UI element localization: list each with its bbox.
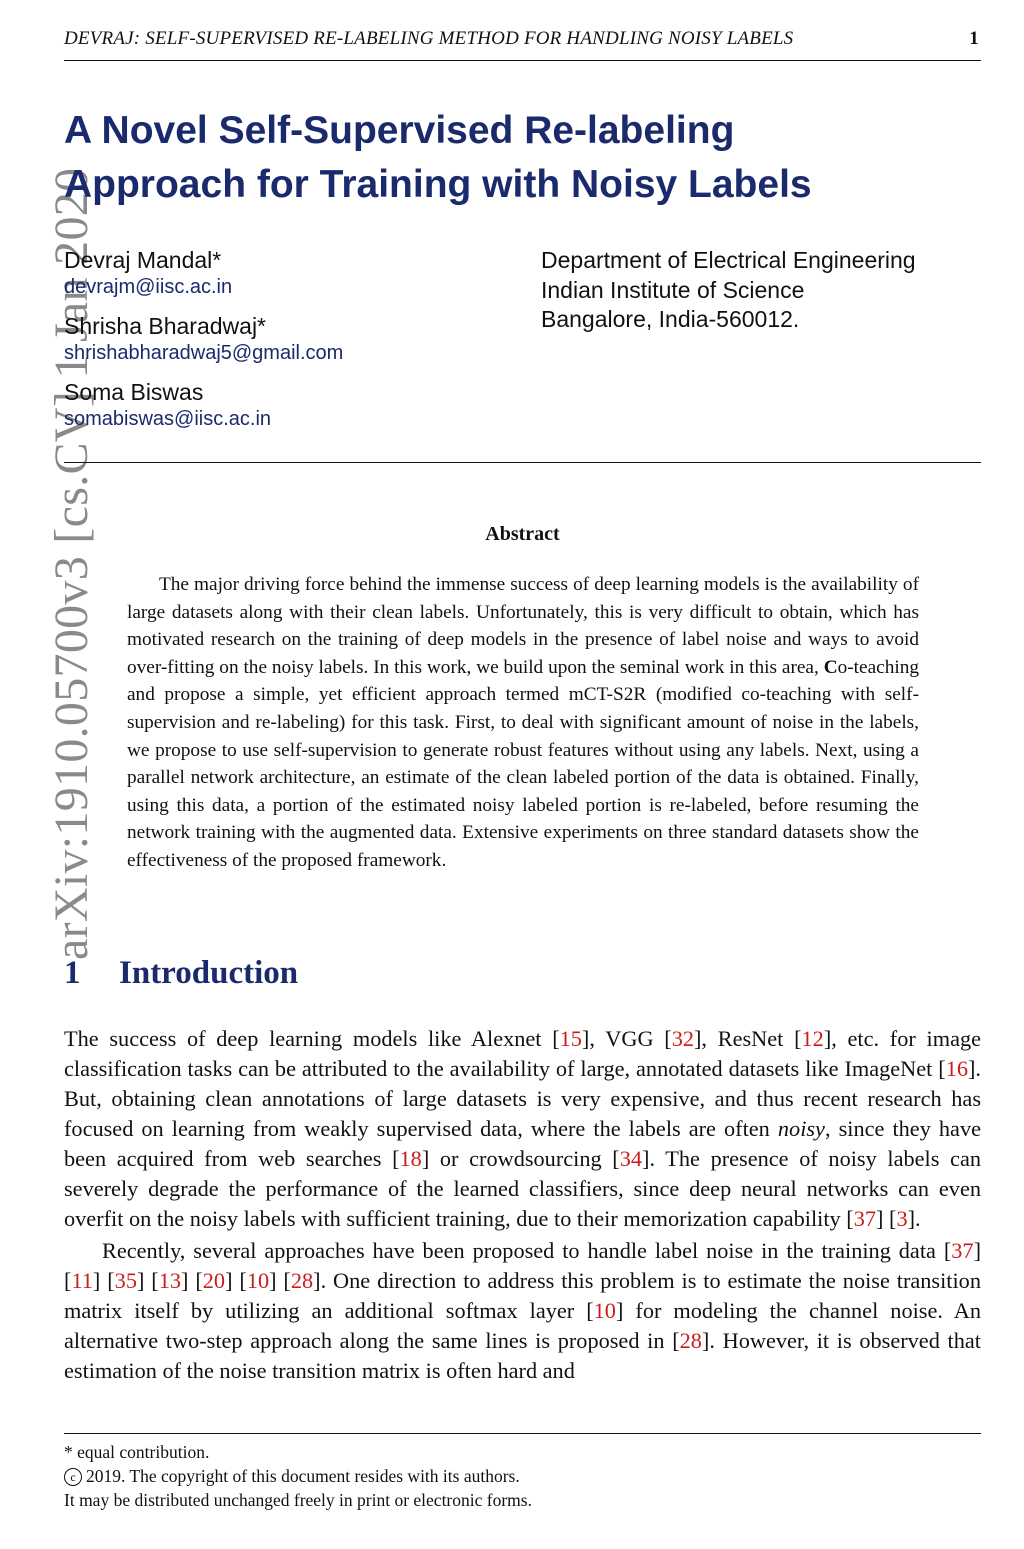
abstract-text: o-teaching and propose a simple, yet efficient approach termed mCT-S2R (modified co-teaching with self-supervision and re-labeling) for this task. First, to deal with significant amount of noise in the labels, we propose to use self-supervision to generate robust features without using any labels. Next, using a parallel network architecture, an estimate of the clean labeled portion of the data is obtained. Finally, using this data, a portion of the estimated noisy labeled portion is re-labeled, before resuming the network training with the augmented data. Extensive experiments on three standard datasets show the effectiveness of the proposed framework. bbox=[127, 656, 919, 871]
citation-link[interactable]: 15 bbox=[559, 1026, 582, 1051]
footnote-copyright: c 2019. The copyright of this document resides with its authors. bbox=[64, 1464, 981, 1488]
citation-link[interactable]: 10 bbox=[246, 1268, 270, 1293]
citation-link[interactable]: 18 bbox=[399, 1146, 422, 1171]
citation-link[interactable]: 11 bbox=[71, 1268, 93, 1293]
abstract-text: The major driving force behind the immense success of deep learning models is the availability of large datasets along with their clean labels. Unfortunately, this is very difficult to obtain, which has motivated research on the training of deep models in the presence of label noise and ways to avoid over-fitting on the noisy labels. In this work, we build upon the seminal work in this area, bbox=[127, 574, 919, 678]
citation-link[interactable]: 35 bbox=[114, 1268, 137, 1293]
emphasis-noisy: noisy bbox=[777, 1116, 825, 1141]
citation-link[interactable]: 28 bbox=[679, 1328, 702, 1353]
intro-paragraph: Recently, several approaches have been proposed to handle label noise in the training data [37] [11] [35] [13] [20] [10] [28]. One direction to address this problem is to estimate the noise transition matrix itself by utilizing an additional softmax layer [10] for modeling the channel noise. An alternative two-step approach along the same lines is proposed in [28]. However, it is observed that estimation of the noise transition matrix is often hard and bbox=[64, 1238, 981, 1383]
affiliation-location: Bangalore, India-560012. bbox=[541, 306, 800, 332]
page-number: 1 bbox=[969, 28, 979, 49]
paper-title bbox=[64, 104, 964, 212]
affiliation bbox=[541, 246, 981, 335]
citation-link[interactable]: 28 bbox=[290, 1268, 314, 1293]
affiliation-department: Department of Electrical Engineering bbox=[541, 247, 916, 273]
abstract-bold-c: C bbox=[823, 656, 838, 678]
citation-link[interactable]: 16 bbox=[945, 1056, 968, 1081]
citation-link[interactable]: 37 bbox=[951, 1238, 974, 1263]
footnote-distribution: It may be distributed unchanged freely in print or electronic forms. bbox=[64, 1490, 532, 1510]
citation-link[interactable]: 34 bbox=[619, 1146, 643, 1171]
section-title: Introduction bbox=[119, 955, 299, 991]
citation-link[interactable]: 32 bbox=[671, 1026, 694, 1051]
author-email-link[interactable]: somabiswas@iisc.ac.in bbox=[64, 408, 272, 430]
intro-paragraph: The success of deep learning models like Alexnet [15], VGG [32], ResNet [12], etc. for image classification tasks can be attributed to the availability of large, annotated datasets like ImageNet [16]. But, obtaining clean annotations of large datasets is very expensive, and thus recent research has focused on learning from weakly supervised data, where the labels are often noisy, since they have been acquired from web searches [18] or crowdsourcing [34]. The presence of noisy labels can severely degrade the performance of the learned classifiers, since deep neural networks can even overfit on the noisy labels with sufficient training, due to their memorization capability [37] [3]. bbox=[64, 1026, 982, 1231]
copyright-icon: c bbox=[64, 1468, 82, 1486]
citation-link[interactable]: 20 bbox=[202, 1268, 226, 1293]
footnotes bbox=[64, 1433, 981, 1512]
citation-link[interactable]: 12 bbox=[801, 1026, 824, 1051]
author-email-link[interactable]: devrajm@iisc.ac.in bbox=[64, 276, 233, 298]
author-email-link[interactable]: shrishabharadwaj5@gmail.com bbox=[64, 342, 344, 364]
arxiv-stamp: arXiv:1910.05700v3 [cs.CV] 1 Jan 2020 bbox=[45, 167, 98, 960]
abstract-body bbox=[127, 571, 919, 875]
footnote-equal-contribution: * equal contribution. bbox=[64, 1442, 210, 1462]
section-heading bbox=[64, 955, 298, 992]
section-number: 1 bbox=[64, 955, 81, 991]
author-name: Shrisha Bharadwaj* bbox=[64, 313, 267, 339]
title-line-2: Approach for Training with Noisy Labels bbox=[64, 163, 812, 206]
abstract-heading: Abstract bbox=[485, 523, 560, 545]
citation-link[interactable]: 3 bbox=[896, 1206, 908, 1231]
title-divider bbox=[64, 462, 981, 463]
citation-link[interactable]: 13 bbox=[158, 1268, 182, 1293]
title-line-1: A Novel Self-Supervised Re-labeling bbox=[64, 109, 735, 152]
author-name: Soma Biswas bbox=[64, 379, 204, 405]
citation-link[interactable]: 10 bbox=[593, 1298, 616, 1323]
author-name: Devraj Mandal* bbox=[64, 247, 222, 273]
citation-link[interactable]: 37 bbox=[853, 1206, 876, 1231]
introduction-body bbox=[64, 1024, 981, 1386]
author-list bbox=[64, 246, 534, 444]
running-title: DEVRAJ: SELF-SUPERVISED RE-LABELING METHOD FOR HANDLING NOISY LABELS bbox=[64, 28, 794, 49]
affiliation-institute: Indian Institute of Science bbox=[541, 276, 805, 303]
running-header bbox=[64, 28, 981, 61]
